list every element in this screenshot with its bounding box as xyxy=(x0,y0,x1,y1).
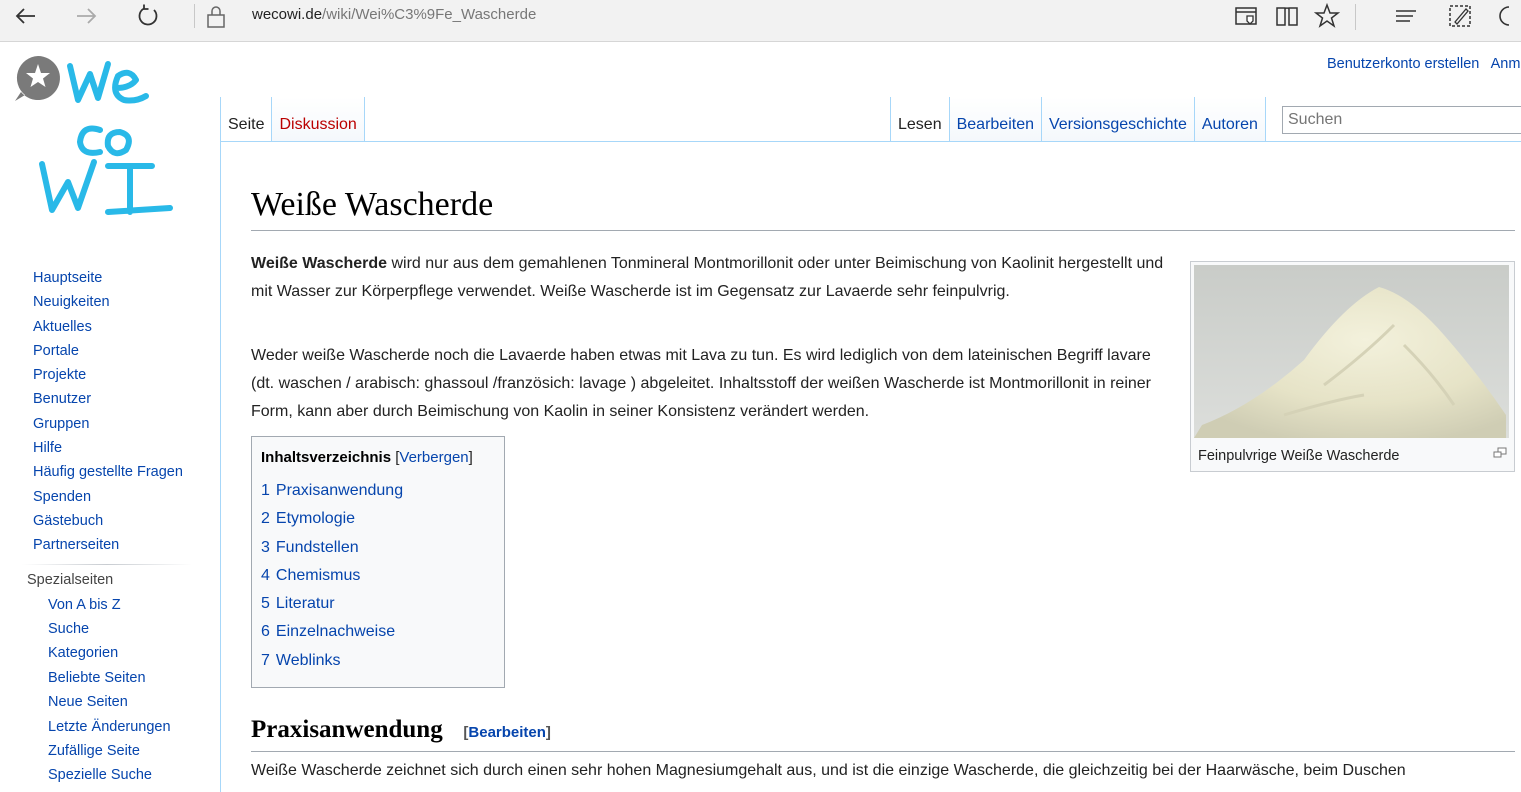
reading-view-button[interactable] xyxy=(1226,0,1266,32)
reading-mode-button[interactable] xyxy=(1267,0,1307,32)
address-bar[interactable] xyxy=(252,6,536,23)
toc-label: Literatur xyxy=(275,595,335,613)
refresh-icon xyxy=(135,3,161,29)
sidebar-item-neuigkeiten[interactable]: Neuigkeiten xyxy=(33,294,110,311)
toc-number: 5 xyxy=(261,595,270,613)
favorite-button[interactable] xyxy=(1307,0,1347,32)
toc-hide-link[interactable]: Verbergen xyxy=(399,449,469,466)
arrow-right-icon xyxy=(73,3,99,29)
create-account-link[interactable]: Benutzerkonto erstellen xyxy=(1327,56,1480,72)
tab-autoren[interactable] xyxy=(1194,97,1266,142)
tab-seite[interactable] xyxy=(220,97,271,142)
tab-label: Seite xyxy=(228,116,265,133)
sidebar-item-spenden[interactable]: Spenden xyxy=(33,488,92,505)
toc-number: 6 xyxy=(261,623,270,641)
toc-item-einzelnachweise[interactable] xyxy=(261,618,495,646)
sidebar-item-spezielle-suche[interactable]: Spezielle Suche xyxy=(48,767,152,784)
toc-item-chemismus[interactable] xyxy=(261,562,495,590)
sidebar-divider xyxy=(22,564,192,565)
sidebar-item-projekte[interactable]: Projekte xyxy=(33,367,87,384)
sidebar-item-benutzer[interactable]: Benutzer xyxy=(33,391,92,408)
sidebar-item-neue-seiten[interactable]: Neue Seiten xyxy=(48,694,128,711)
star-icon xyxy=(1314,3,1340,29)
toc-label: Weblinks xyxy=(275,651,341,669)
intro-paragraph xyxy=(251,250,1171,306)
section-edit xyxy=(463,724,551,741)
speech-star-icon xyxy=(15,56,60,101)
edit-bracket-open: [ xyxy=(463,724,469,741)
toc-label: Fundstellen xyxy=(275,538,359,556)
sidebar-item-beliebte-seiten[interactable]: Beliebte Seiten xyxy=(48,669,146,686)
address-separator xyxy=(194,4,195,28)
table-of-contents xyxy=(251,436,505,688)
toolbar-separator xyxy=(1355,4,1356,30)
sidebar-item-suche[interactable]: Suche xyxy=(48,620,90,637)
lock-icon xyxy=(205,4,227,35)
section-title: Praxisanwendung xyxy=(251,716,443,743)
hub-button[interactable] xyxy=(1386,0,1426,32)
magnify-icon[interactable] xyxy=(1493,447,1507,459)
edit-bracket-close: ] xyxy=(545,724,551,741)
share-icon xyxy=(1495,3,1521,29)
view-tabs xyxy=(890,97,1266,142)
toc-number: 1 xyxy=(261,482,270,499)
toc-label: Praxisanwendung xyxy=(275,482,404,499)
toc-list xyxy=(261,477,495,675)
book-icon xyxy=(1274,3,1300,29)
thumbnail xyxy=(1190,261,1515,472)
sidebar-item-kategorien[interactable]: Kategorien xyxy=(48,645,119,662)
url-host: wecowi.de xyxy=(252,6,323,23)
sidebar-item-von-a-bis-z[interactable]: Von A bis Z xyxy=(48,596,121,613)
toc-label: Chemismus xyxy=(275,566,361,584)
search-input[interactable] xyxy=(1282,106,1521,134)
sidebar-item-portale[interactable]: Portale xyxy=(33,342,79,359)
section-heading-praxisanwendung xyxy=(251,714,1515,752)
personal-tools xyxy=(1327,56,1521,72)
intro-bold-term: Weiße Wascherde xyxy=(251,255,388,272)
practice-paragraph: Weiße Wascherde zeichnet sich durch einen sehr hohen Magnesiumgehalt aus, und ist die einzige Wascherde, die gleichzeitig bei der Haarwäsche, beim Duschen xyxy=(251,762,1406,779)
toc-number: 7 xyxy=(261,651,270,669)
section-edit-link[interactable]: Bearbeiten xyxy=(468,724,546,741)
intro-text: wird nur aus dem gemahlenen Tonmineral Montmorillonit oder unter Beimischung von Kaolinit hergestellt und mit Wasser zur Körperpflege verwendet. Weiße Wascherde ist im Gegensatz zur Lavaerde sehr feinpulvrig. xyxy=(251,255,1164,300)
thumbnail-caption xyxy=(1194,443,1511,464)
toc-number: 2 xyxy=(261,510,270,528)
arrow-left-icon xyxy=(13,3,39,29)
sidebar-item-letzte-aenderungen[interactable]: Letzte Änderungen xyxy=(48,718,171,735)
toc-item-etymologie[interactable] xyxy=(261,505,495,533)
sidebar-item-hauptseite[interactable]: Hauptseite xyxy=(33,270,103,286)
browser-toolbar xyxy=(0,0,1521,42)
page-title: Weiße Wascherde xyxy=(251,182,1515,231)
sidebar-navigation xyxy=(0,266,220,788)
toc-item-fundstellen[interactable] xyxy=(261,534,495,562)
back-button[interactable] xyxy=(6,0,46,32)
refresh-button[interactable] xyxy=(128,0,168,32)
toc-heading: Inhaltsverzeichnis xyxy=(261,449,392,466)
tab-bearbeiten[interactable] xyxy=(949,97,1041,142)
site-logo[interactable] xyxy=(12,52,182,227)
sidebar-item-gaestebuch[interactable]: Gästebuch xyxy=(33,512,104,529)
sidebar-item-aktuelles[interactable]: Aktuelles xyxy=(33,318,92,335)
toc-label: Einzelnachweise xyxy=(275,623,396,641)
sidebar-heading-spezialseiten: Spezialseiten xyxy=(27,571,114,588)
sidebar-item-zufaellige-seite[interactable]: Zufällige Seite xyxy=(48,743,140,759)
toc-toggle-open: [ xyxy=(391,449,400,466)
namespace-tabs xyxy=(220,97,365,142)
toc-label: Etymologie xyxy=(275,510,356,528)
toc-title xyxy=(261,447,495,469)
tab-label: Diskussion xyxy=(279,116,357,133)
forward-button[interactable] xyxy=(66,0,106,32)
login-link[interactable]: Anm xyxy=(1490,56,1521,72)
shield-book-icon xyxy=(1233,3,1259,29)
thumbnail-caption-text: Feinpulvrige Weiße Wascherde xyxy=(1198,448,1400,464)
tab-label: Autoren xyxy=(1201,116,1258,133)
sidebar-item-faq[interactable]: Häufig gestellte Fragen xyxy=(33,464,183,481)
web-note-icon xyxy=(1447,3,1473,29)
tab-lesen[interactable] xyxy=(890,97,949,142)
toc-number: 3 xyxy=(261,538,270,556)
toc-item-weblinks[interactable] xyxy=(261,647,495,675)
toc-toggle-close: ] xyxy=(468,449,473,466)
toc-item-praxisanwendung[interactable] xyxy=(261,477,495,505)
powder-image[interactable] xyxy=(1194,265,1509,438)
etymology-paragraph: Weder weiße Wascherde noch die Lavaerde haben etwas mit Lava zu tun. Es wird lediglich von dem lateinischen Begriff lavare (dt. waschen / arabisch: ghassoul /französich: lavage ) abgeleitet. Inhaltsstoff der weißen Wascherde ist Montmorillonit in reiner Form, kann aber durch Beimischung von Kaolin in seiner Konsistenz verändert werden. xyxy=(251,347,1151,420)
tab-diskussion[interactable] xyxy=(271,97,364,142)
toc-item-literatur[interactable] xyxy=(261,590,495,618)
article-content xyxy=(220,141,1521,792)
hub-lines-icon xyxy=(1393,3,1419,29)
url-path: /wiki/Wei%C3%9Fe_Wascherde xyxy=(322,6,537,23)
tab-label: Bearbeiten xyxy=(956,116,1034,133)
tab-label: Lesen xyxy=(898,116,942,133)
tab-versionsgeschichte[interactable] xyxy=(1041,97,1194,142)
web-note-button[interactable] xyxy=(1440,0,1480,32)
sidebar-item-gruppen[interactable]: Gruppen xyxy=(33,415,90,432)
share-button[interactable] xyxy=(1495,0,1521,32)
toc-number: 4 xyxy=(261,566,270,584)
sidebar-item-hilfe[interactable]: Hilfe xyxy=(33,440,63,457)
sidebar-item-partnerseiten[interactable]: Partnerseiten xyxy=(33,537,120,554)
tab-label: Versionsgeschichte xyxy=(1048,116,1187,133)
